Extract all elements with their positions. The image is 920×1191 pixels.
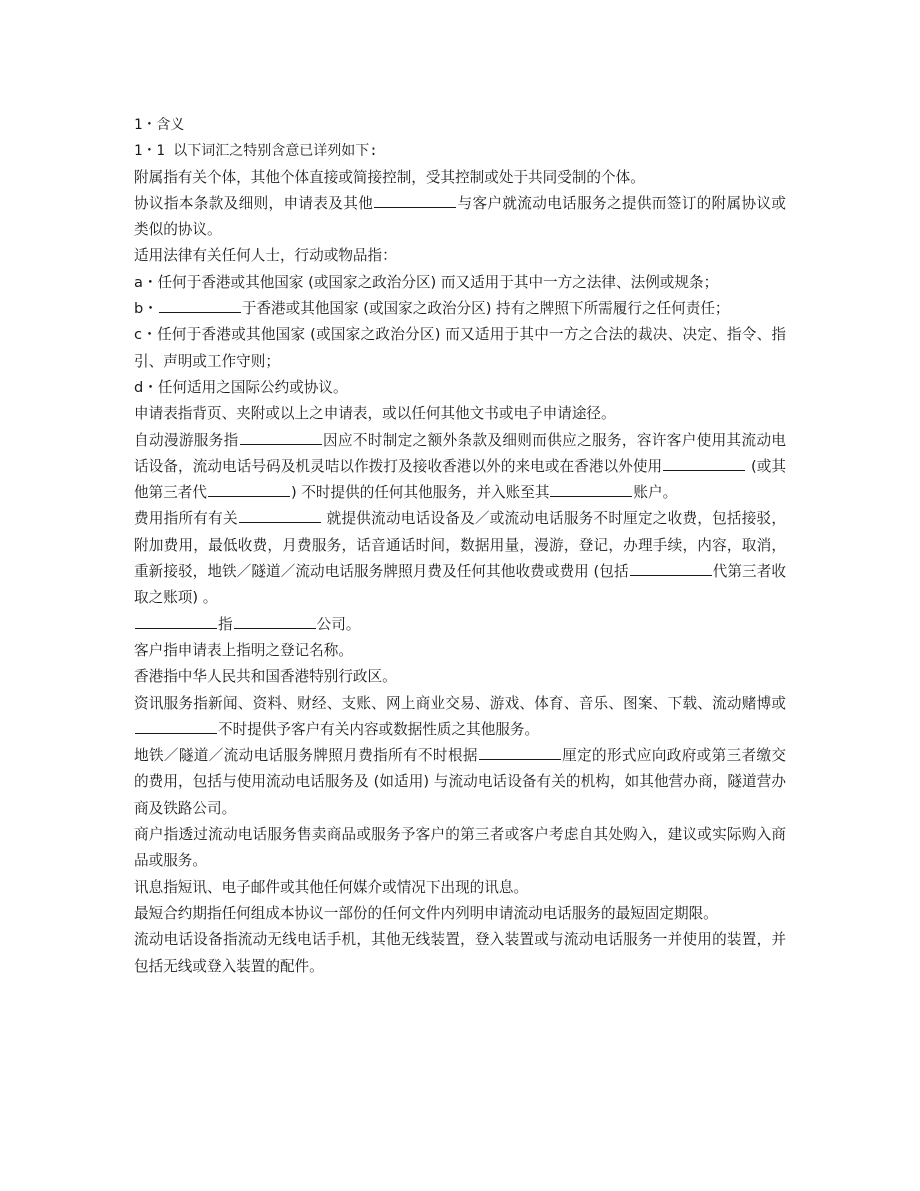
definition-paragraph [134, 664, 786, 690]
definition-paragraph [134, 822, 786, 875]
paragraph-text: ) 不时提供的任何其他服务，并入账至其 [290, 484, 550, 502]
fill-in-blank [240, 430, 322, 445]
paragraph-text: 资讯服务指新闻、资料、财经、支账、网上商业交易、游戏、体育、音乐、图案、下载、流动赌博或 [134, 694, 786, 712]
paragraph-text: 自动漫游服务指 [134, 431, 239, 449]
definition-paragraph [134, 270, 786, 296]
section-heading: 1・含义 [134, 117, 185, 133]
definition-paragraph [134, 612, 786, 638]
paragraph-text: 代第三者收取之账项) 。 [134, 563, 786, 607]
paragraph-text: 账户。 [633, 484, 678, 502]
paragraph-text: 附属指有关个体，其他个体直接或简接控制，受其控制或处于共同受制的个体。 [134, 168, 645, 186]
paragraph-text: 协议指本条款及细则，申请表及其他 [134, 194, 374, 212]
paragraph-text: 于香港或其他国家 (或国家之政治分区) 持有之牌照下所需履行之任何责任； [241, 300, 730, 318]
paragraph-text: 与客户就流动电话服务之提供而签订的附属协议或类似的协议。 [134, 194, 786, 239]
definition-paragraph [134, 691, 786, 744]
definition-paragraph [134, 191, 786, 244]
fill-in-blank [234, 614, 316, 629]
paragraph-text: 商户指透过流动电话服务售卖商品或服务予客户的第三者或客户考虑自其处购入，建议或实际购入商品或服务。 [134, 826, 786, 870]
paragraph-text: 适用法律有关任何人士，行动或物品指： [134, 247, 397, 265]
definition-paragraph [134, 638, 786, 664]
paragraph-text: 指 [218, 615, 233, 633]
definition-paragraph [134, 322, 786, 375]
definition-paragraph [134, 875, 786, 901]
paragraph-text: b・ [134, 300, 158, 318]
definition-paragraph [134, 901, 786, 927]
paragraph-text: 公司。 [316, 615, 361, 633]
definition-paragraph [134, 927, 786, 980]
paragraph-text: 香港指中华人民共和国香港特别行政区。 [134, 668, 397, 686]
paragraph-text: 因应不时制定之额外条款及细则而供应之服务，容许客户使用其流动电话设备，流动电话号码及机灵咭以作拨打及接收香港以外的来电或在香港以外使用 [134, 431, 786, 475]
paragraph-text: 讯息指短讯、电子邮件或其他任何媒介或情况下出现的讯息。 [134, 878, 529, 896]
definition-paragraph [134, 296, 786, 322]
fill-in-blank [374, 193, 456, 208]
paragraph-text: a・任何于香港或其他国家 (或国家之政治分区) 而又适用于其中一方之法律、法例或规条； [134, 273, 719, 291]
paragraph-text: c・任何于香港或其他国家 (或国家之政治分区) 而又适用于其中一方之合法的裁决、决定、指令、指引、声明或工作守则； [134, 326, 786, 370]
paragraph-text: 就提供流动电话设备及／或流动电话服务不时厘定之收费，包括接驳，附加费用，最低收费，月费服务，话音通话时间，数据用量，漫游，登记，办理手续，内容，取消，重新接驳，地铁／隧道／流动电话服务牌照月费及任何其他收费或费用 (包括 [134, 510, 786, 581]
definition-paragraph [134, 743, 786, 822]
fill-in-blank [479, 745, 561, 760]
definition-paragraph [134, 165, 786, 191]
fill-in-blank [550, 482, 632, 497]
fill-in-blank [239, 508, 321, 523]
section-subheading: 1・1 以下词汇之特别含意已详列如下: [134, 143, 378, 160]
paragraph-text: (或其他第三者代 [134, 457, 786, 502]
definition-paragraph [134, 401, 786, 427]
definition-paragraph [134, 506, 786, 611]
paragraph-text: 申请表指背页、夹附或以上之申请表，或以任何其他文书或电子申请途径。 [134, 405, 616, 423]
fill-in-blank [135, 719, 217, 734]
definition-paragraph [134, 243, 786, 269]
paragraph-text: 厘定的形式应向政府或第三者缴交的费用，包括与使用流动电话服务及 (如适用) 与流动电话设备有关的机构，如其他营办商，隧道营办商及铁路公司。 [134, 747, 786, 817]
fill-in-blank [630, 561, 712, 576]
fill-in-blank [208, 482, 290, 497]
paragraph-text: 最短合约期指任何组成本协议一部份的任何文件内列明申请流动电话服务的最短固定期限。 [134, 904, 718, 922]
fill-in-blank [135, 614, 217, 629]
fill-in-blank [663, 456, 745, 471]
paragraph-text: 不时提供予客户有关内容或数据性质之其他服务。 [218, 720, 540, 738]
definition-paragraph [134, 375, 786, 401]
definition-paragraph [134, 428, 786, 507]
definitions-list [134, 165, 786, 980]
paragraph-text: d・任何适用之国际公约或协议。 [134, 378, 348, 396]
paragraph-text: 地铁／隧道／流动电话服务牌照月费指所有不时根据 [134, 747, 478, 765]
paragraph-text: 客户指申请表上指明之登记名称。 [134, 641, 353, 659]
fill-in-blank [159, 298, 241, 313]
paragraph-text: 费用指所有有关 [134, 510, 238, 528]
document-body [134, 112, 786, 980]
paragraph-text: 流动电话设备指流动无线电话手机，其他无线装置，登入装置或与流动电话服务一并使用的装置，并包括无线或登入装置的配件。 [134, 931, 786, 975]
